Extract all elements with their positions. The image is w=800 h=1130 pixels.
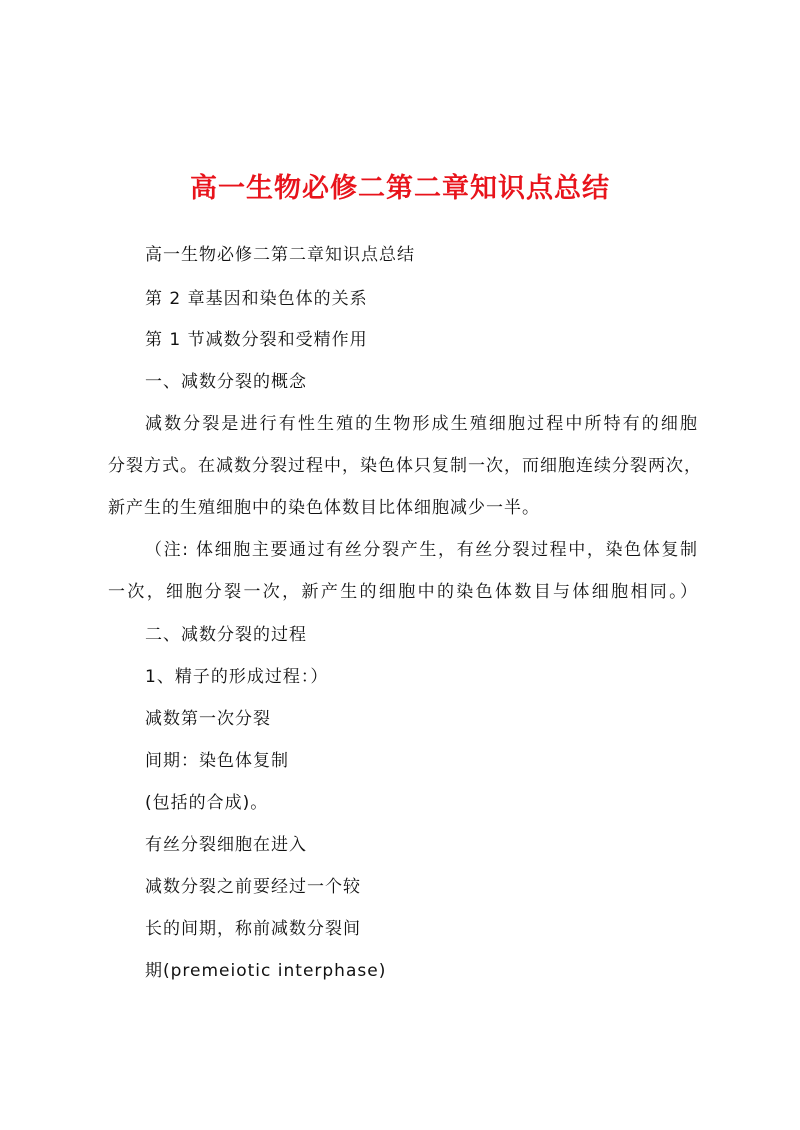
list-item: (包括的合成)。 xyxy=(145,793,269,813)
list-item: 减数第一次分裂 xyxy=(145,709,271,729)
note-line: （注: 体细胞主要通过有丝分裂产生，有丝分裂过程中，染色体复制 xyxy=(145,540,698,560)
subsection-heading-process: 二、减数分裂的过程 xyxy=(145,625,307,645)
subsection-heading-concept: 一、减数分裂的概念 xyxy=(145,372,307,392)
paragraph-line: 减数分裂是进行有性生殖的生物形成生殖细胞过程中所特有的细胞 xyxy=(145,414,698,434)
list-item: 减数分裂之前要经过一个较 xyxy=(145,877,361,897)
subtitle-line: 高一生物必修二第二章知识点总结 xyxy=(145,245,415,265)
chapter-heading: 第 2 章基因和染色体的关系 xyxy=(145,289,368,309)
note-line: 一次，细胞分裂一次，新产生的细胞中的染色体数目与体细胞相同。） xyxy=(108,582,698,602)
list-item: 间期：染色体复制 xyxy=(145,751,289,771)
list-item: 期(premeiotic interphase) xyxy=(145,961,387,981)
paragraph-line: 分裂方式。在减数分裂过程中，染色体只复制一次，而细胞连续分裂两次， xyxy=(108,456,702,476)
list-item: 长的间期，称前减数分裂间 xyxy=(145,919,361,939)
paragraph-line: 新产生的生殖细胞中的染色体数目比体细胞减少一半。 xyxy=(108,498,540,518)
section-heading: 第 1 节减数分裂和受精作用 xyxy=(145,330,368,350)
list-item: 1、精子的形成过程：） xyxy=(145,667,329,687)
page-title: 高一生物必修二第二章知识点总结 xyxy=(190,173,610,204)
list-item: 有丝分裂细胞在进入 xyxy=(145,835,307,855)
